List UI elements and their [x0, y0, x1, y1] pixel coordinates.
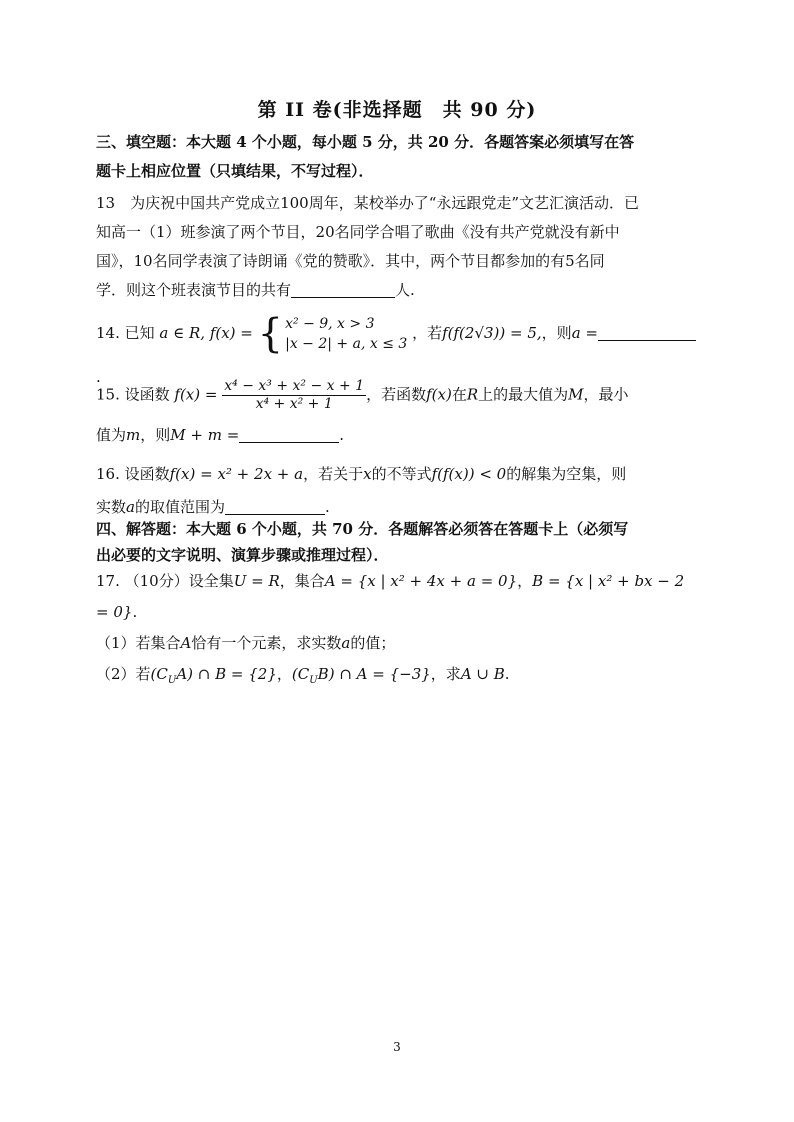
q14-case1: x² − 9, x > 3 [285, 316, 375, 332]
section4-line1: 四、解答题：本大题 6 个小题，共 70 分．各题解答必须答在答题卡上（必须写 [96, 520, 629, 538]
q14-condition: a ∈ R, f(x) = [159, 324, 253, 342]
question-13 [96, 189, 696, 305]
q17-line1: 17. （10分）设全集U = R，集合A = {x | x² + 4x + a = 0}，B = {x | x² + bx − 2 = 0}. [96, 572, 685, 621]
q15-numerator: x⁴ − x³ + x² − x + 1 [224, 378, 365, 394]
section3-line2: 题卡上相应位置（只填结果，不写过程）． [96, 162, 374, 180]
question-16 [96, 458, 696, 524]
q15-answer-blank[interactable] [239, 424, 339, 443]
question-15 [96, 378, 696, 451]
section4-line2: 出必要的文字说明、演算步骤或推理过程）． [96, 546, 389, 564]
q13-line2: 知高一（1）班参演了两个节目，20名同学合唱了歌曲《没有共产党就没有新中 [96, 223, 620, 241]
q13-line4: 学．则这个班表演节目的共有 人. [96, 281, 415, 299]
q17-set-b: B = {x | x² + bx − 2 = 0} [96, 572, 685, 621]
q17-part2: （2）若$(C_UA)$ ∩ B = {2}，$(C_UB)$ ∩ A = {−3}，求A ∪ B. [96, 665, 510, 686]
question-14: 14. 已知 a ∈ R, f(x) = { x² − 9, x > 3 |x − 2| + a, x ≤ 3 ，若f(f(2√3)) = 5,，则a =. [96, 311, 696, 399]
section3-line1: 三、填空题：本大题 4 个小题，每小题 5 分，共 20 分．各题答案必须填写在答 [96, 133, 635, 151]
q13-answer-blank[interactable] [291, 279, 395, 298]
q14-answer-blank[interactable] [598, 322, 696, 341]
q15-denominator: x⁴ + x² + 1 [255, 396, 333, 412]
q17-set-a: A = {x | x² + 4x + a = 0} [324, 572, 518, 590]
section-title: 第 II 卷(非选择题 共 90 分) [257, 99, 537, 121]
q13-line1: 13 为庆祝中国共产党成立100周年，某校举办了“永远跟党走”文艺汇演活动．已 [96, 194, 640, 212]
question-17 [96, 566, 696, 696]
q13-line3: 国》，10名同学表演了诗朗诵《党的赞歌》．其中，两个节目都参加的有5名同 [96, 252, 605, 270]
q16-answer-blank[interactable] [225, 496, 325, 515]
q16-line1: 16. 设函数f(x) = x² + 2x + a，若关于x的不等式f(f(x)) < 0的解集为空集，则 [96, 465, 627, 483]
brace-symbol: { [257, 311, 284, 357]
q16-line2: 实数a的取值范围为 . [96, 498, 330, 516]
q14-expression: f(f(2√3)) = 5, [442, 324, 542, 342]
section4-instructions [96, 516, 696, 568]
page-number: 3 [393, 1040, 401, 1054]
q14-case2: |x − 2| + a, x ≤ 3 [285, 336, 408, 352]
q15-line1: 15. 设函数 f(x) = $\frac{\text{x⁴ − x³ + x² − x + 1}}{\text{x⁴ + x² + 1}}$ ，若函数f(x)在R上的最大值为M，最小 [96, 378, 629, 412]
section3-instructions [96, 128, 696, 186]
q17-part1: （1）若集合A恰有一个元素，求实数a的值； [96, 634, 396, 652]
q15-fraction [222, 378, 366, 413]
q15-line2: 值为m，则M + m = . [96, 426, 345, 444]
q14-piecewise [257, 311, 408, 357]
